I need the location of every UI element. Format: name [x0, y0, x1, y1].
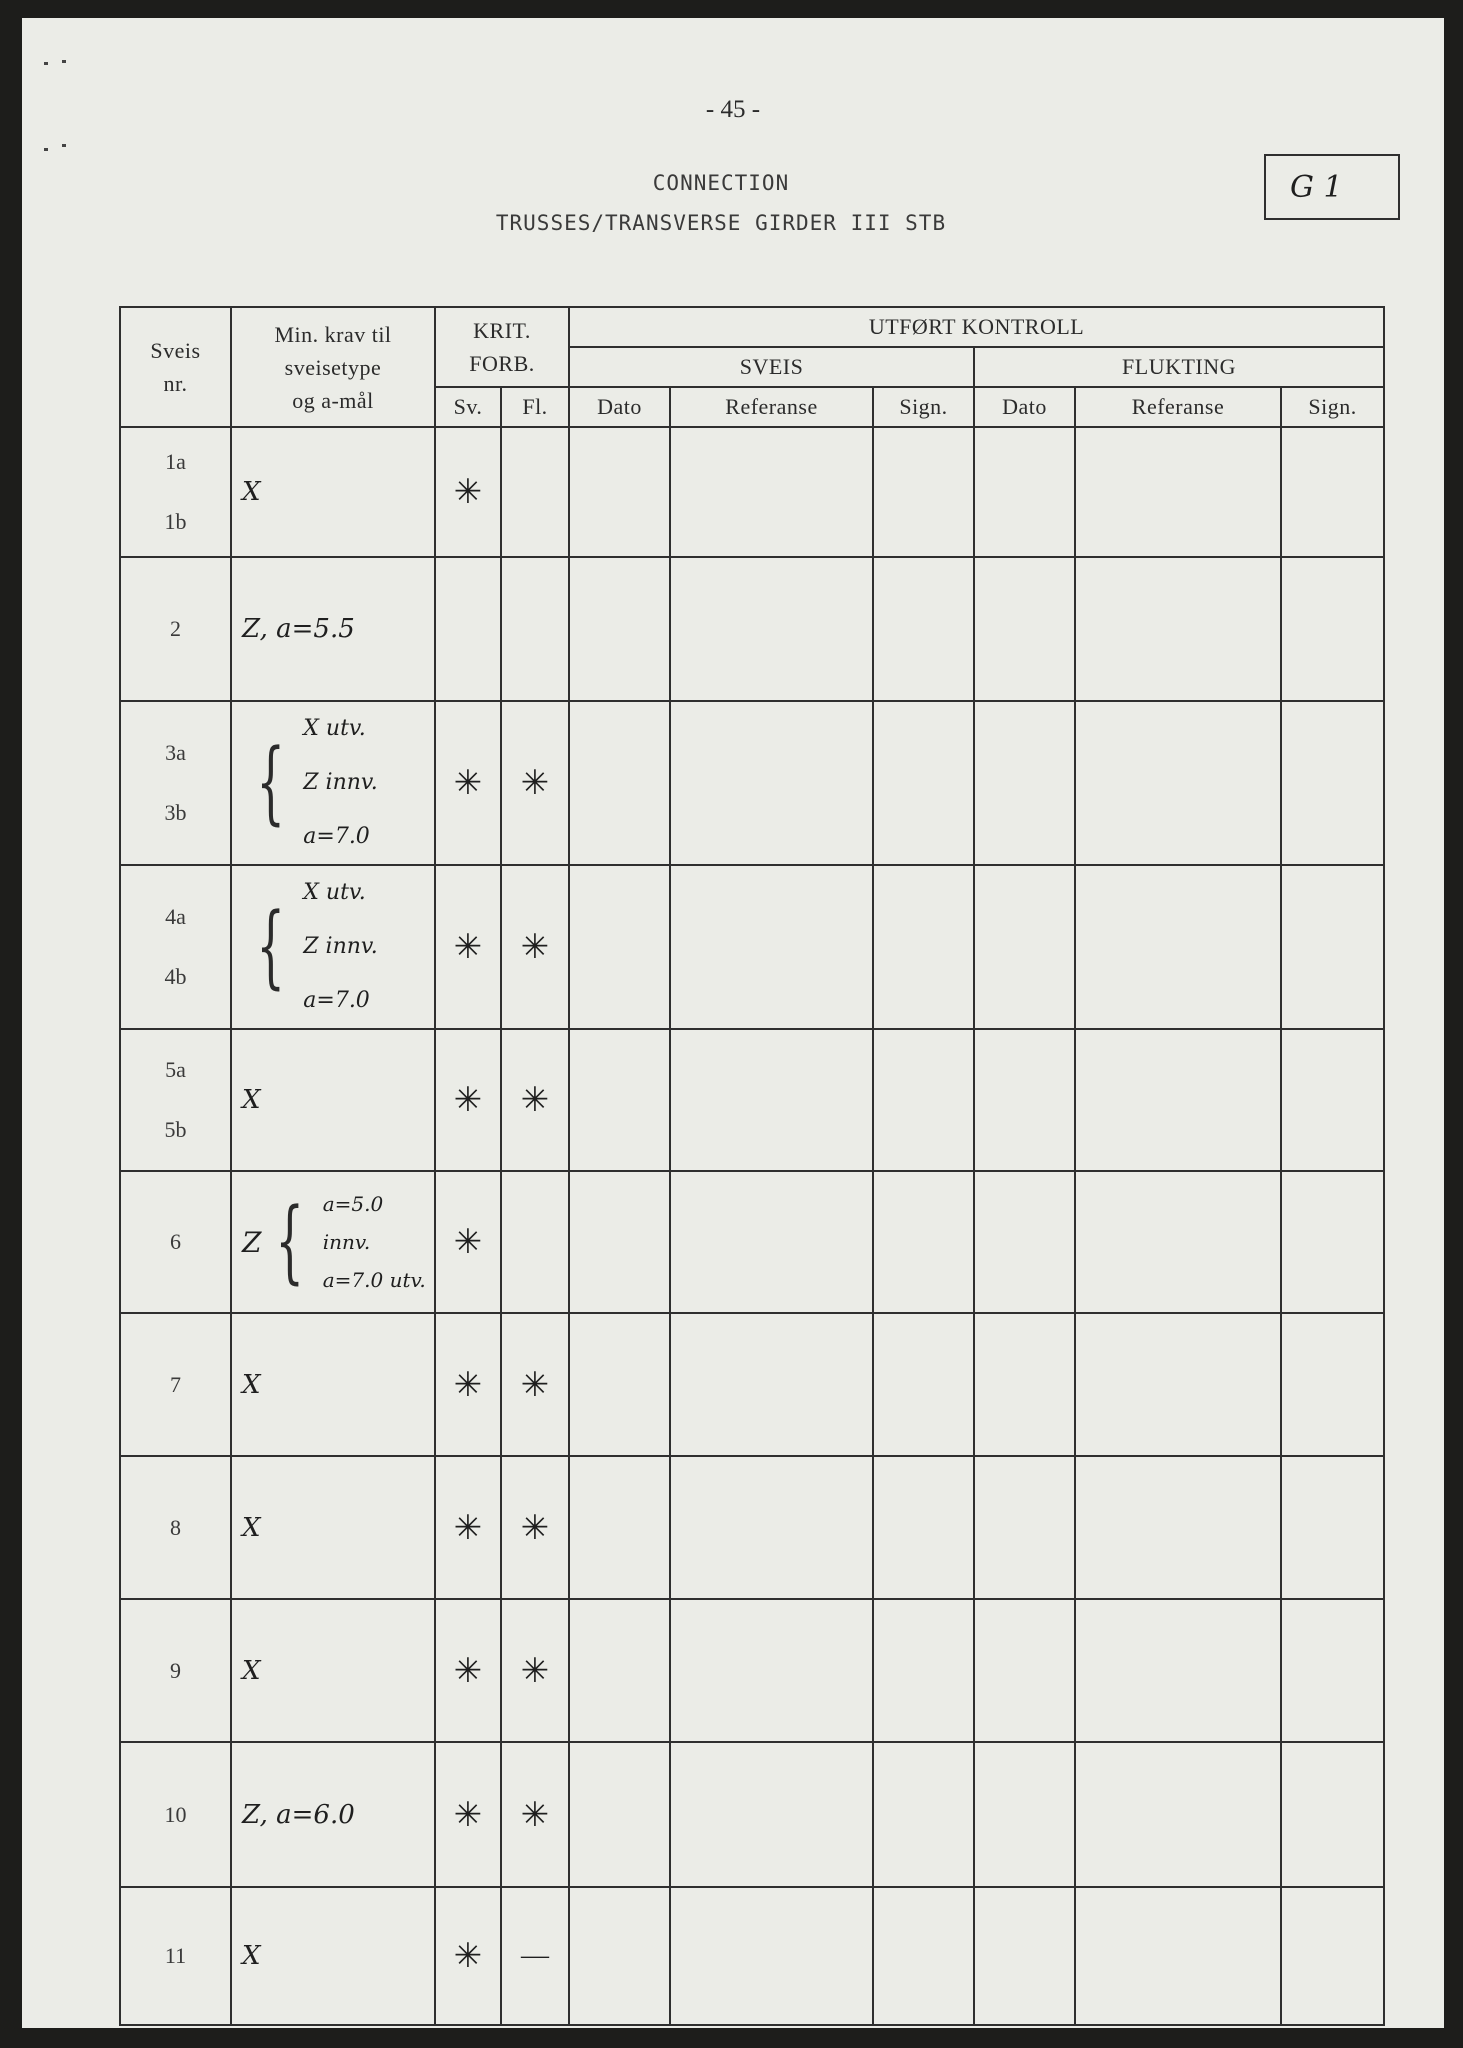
sveis-referanse-cell[interactable] [670, 1313, 873, 1456]
header-row-1 [120, 307, 1384, 347]
table-row [120, 427, 1384, 557]
weld-requirement-cell: X [231, 1313, 435, 1456]
header-flukting: FLUKTING [974, 347, 1384, 387]
table-row [120, 865, 1384, 1029]
punch-mark [62, 144, 66, 147]
weld-requirement-cell: { X utv. Z innv. a=7.0 [231, 865, 435, 1029]
krit-sv-cell: ✳ [435, 1742, 501, 1887]
sveis-dato-cell[interactable] [569, 701, 670, 865]
weld-requirement-cell: X [231, 1887, 435, 2025]
sveis-sign-cell[interactable] [873, 865, 974, 1029]
sveis-referanse-cell[interactable] [670, 557, 873, 701]
krit-sv-cell: ✳ [435, 427, 501, 557]
table-row [120, 557, 1384, 701]
flukting-sign-cell[interactable] [1281, 1742, 1384, 1887]
header-min-krav: Min. krav til sveisetype og a-mål [231, 307, 435, 427]
weld-number-cell: 10 [120, 1742, 231, 1887]
weld-number-cell: 3a 3b [120, 701, 231, 865]
sveis-dato-cell[interactable] [569, 1599, 670, 1742]
sveis-dato-cell[interactable] [569, 1456, 670, 1599]
weld-number-cell: 6 [120, 1171, 231, 1313]
sveis-sign-cell[interactable] [873, 1456, 974, 1599]
sveis-referanse-cell[interactable] [670, 427, 873, 557]
punch-mark [44, 148, 48, 151]
flukting-dato-cell[interactable] [974, 1029, 1075, 1171]
weld-requirement-cell: { X utv. Z innv. a=7.0 [231, 701, 435, 865]
weld-number-cell: 1a 1b [120, 427, 231, 557]
table-row [120, 701, 1384, 865]
flukting-referanse-cell[interactable] [1075, 1313, 1281, 1456]
sveis-sign-cell[interactable] [873, 1313, 974, 1456]
flukting-dato-cell[interactable] [974, 427, 1075, 557]
flukting-referanse-cell[interactable] [1075, 1029, 1281, 1171]
krit-sv-cell: ✳ [435, 1599, 501, 1742]
krit-sv-cell: ✳ [435, 701, 501, 865]
sveis-referanse-cell[interactable] [670, 1029, 873, 1171]
flukting-sign-cell[interactable] [1281, 1456, 1384, 1599]
header-krit-forb: KRIT. FORB. [435, 307, 569, 387]
sveis-sign-cell[interactable] [873, 427, 974, 557]
krit-fl-cell: ✳ [501, 701, 569, 865]
krit-fl-cell: ✳ [501, 1599, 569, 1742]
flukting-dato-cell[interactable] [974, 865, 1075, 1029]
weld-requirement-cell: X [231, 1029, 435, 1171]
table-row [120, 1599, 1384, 1742]
weld-number-cell: 9 [120, 1599, 231, 1742]
sveis-dato-cell[interactable] [569, 1171, 670, 1313]
weld-number-cell: 4a 4b [120, 865, 231, 1029]
flukting-sign-cell[interactable] [1281, 557, 1384, 701]
flukting-dato-cell[interactable] [974, 1313, 1075, 1456]
krit-sv-cell: ✳ [435, 1887, 501, 2025]
table-row [120, 1313, 1384, 1456]
header-fl: Fl. [501, 387, 569, 427]
flukting-sign-cell[interactable] [1281, 1171, 1384, 1313]
flukting-referanse-cell[interactable] [1075, 427, 1281, 557]
flukting-referanse-cell[interactable] [1075, 1887, 1281, 2025]
weld-requirement-cell: Z { a=5.0 innv. a=7.0 utv. [231, 1171, 435, 1313]
table-row [120, 1456, 1384, 1599]
header-sveis-nr: Sveis nr. [120, 307, 231, 427]
sveis-sign-cell[interactable] [873, 1742, 974, 1887]
header-flukting-dato: Dato [974, 387, 1075, 427]
document-title-line1: CONNECTION [652, 171, 790, 195]
krit-fl-cell [501, 557, 569, 701]
table-row [120, 1171, 1384, 1313]
krit-fl-cell: ✳ [501, 1313, 569, 1456]
flukting-dato-cell[interactable] [974, 1171, 1075, 1313]
flukting-dato-cell[interactable] [974, 1887, 1075, 2025]
sveis-dato-cell[interactable] [569, 557, 670, 701]
weld-number-cell: 7 [120, 1313, 231, 1456]
flukting-sign-cell[interactable] [1281, 1599, 1384, 1742]
krit-fl-cell: ✳ [501, 1742, 569, 1887]
page-number: - 45 - [705, 96, 761, 123]
krit-sv-cell: ✳ [435, 1029, 501, 1171]
krit-fl-cell [501, 1171, 569, 1313]
brace-mark: { [275, 1189, 305, 1294]
flukting-dato-cell[interactable] [974, 1456, 1075, 1599]
weld-inspection-table [119, 306, 1385, 2026]
krit-fl-cell [501, 427, 569, 557]
sveis-dato-cell[interactable] [569, 1887, 670, 2025]
flukting-dato-cell[interactable] [974, 557, 1075, 701]
table-row [120, 1029, 1384, 1171]
sveis-referanse-cell[interactable] [670, 1599, 873, 1742]
flukting-referanse-cell[interactable] [1075, 1171, 1281, 1313]
weld-number-cell: 11 [120, 1887, 231, 2025]
flukting-dato-cell[interactable] [974, 1742, 1075, 1887]
flukting-dato-cell[interactable] [974, 1599, 1075, 1742]
flukting-referanse-cell[interactable] [1075, 865, 1281, 1029]
sveis-sign-cell[interactable] [873, 1887, 974, 2025]
sveis-sign-cell[interactable] [873, 557, 974, 701]
flukting-sign-cell[interactable] [1281, 427, 1384, 557]
header-utfort-kontroll: UTFØRT KONTROLL [569, 307, 1384, 347]
header-sveis-referanse: Referanse [670, 387, 873, 427]
sveis-sign-cell[interactable] [873, 1599, 974, 1742]
sveis-sign-cell[interactable] [873, 1171, 974, 1313]
krit-sv-cell: ✳ [435, 1456, 501, 1599]
reference-box: G 1 [1264, 154, 1400, 220]
flukting-referanse-cell[interactable] [1075, 701, 1281, 865]
flukting-sign-cell[interactable] [1281, 1029, 1384, 1171]
sveis-referanse-cell[interactable] [670, 1742, 873, 1887]
krit-sv-cell: ✳ [435, 865, 501, 1029]
krit-fl-cell: — [501, 1887, 569, 2025]
krit-fl-cell: ✳ [501, 865, 569, 1029]
sveis-dato-cell[interactable] [569, 1313, 670, 1456]
table-row [120, 1742, 1384, 1887]
flukting-sign-cell[interactable] [1281, 1887, 1384, 2025]
header-sv: Sv. [435, 387, 501, 427]
sveis-sign-cell[interactable] [873, 701, 974, 865]
weld-requirement-cell: Z, a=5.5 [231, 557, 435, 701]
brace-mark: { [256, 894, 285, 999]
flukting-referanse-cell[interactable] [1075, 1456, 1281, 1599]
sveis-dato-cell[interactable] [569, 427, 670, 557]
header-flukting-sign: Sign. [1281, 387, 1384, 427]
sveis-referanse-cell[interactable] [670, 865, 873, 1029]
flukting-dato-cell[interactable] [974, 701, 1075, 865]
weld-requirement-cell: X [231, 427, 435, 557]
krit-sv-cell: ✳ [435, 1313, 501, 1456]
sveis-dato-cell[interactable] [569, 865, 670, 1029]
weld-requirement-cell: Z, a=6.0 [231, 1742, 435, 1887]
header-sveis-dato: Dato [569, 387, 670, 427]
flukting-sign-cell[interactable] [1281, 1313, 1384, 1456]
krit-fl-cell: ✳ [501, 1029, 569, 1171]
flukting-referanse-cell[interactable] [1075, 1599, 1281, 1742]
weld-requirement-cell: X [231, 1599, 435, 1742]
krit-sv-cell [435, 557, 501, 701]
sveis-referanse-cell[interactable] [670, 1456, 873, 1599]
flukting-sign-cell[interactable] [1281, 701, 1384, 865]
sveis-referanse-cell[interactable] [670, 701, 873, 865]
krit-fl-cell: ✳ [501, 1456, 569, 1599]
punch-mark [44, 62, 48, 65]
document-title-line2: TRUSSES/TRANSVERSE GIRDER III STB [495, 211, 947, 235]
sveis-sign-cell[interactable] [873, 1029, 974, 1171]
sveis-dato-cell[interactable] [569, 1742, 670, 1887]
weld-number-cell: 2 [120, 557, 231, 701]
table-row [120, 1887, 1384, 2025]
flukting-sign-cell[interactable] [1281, 865, 1384, 1029]
krit-sv-cell: ✳ [435, 1171, 501, 1313]
weld-number-cell: 5a 5b [120, 1029, 231, 1171]
sveis-referanse-cell[interactable] [670, 1887, 873, 2025]
sveis-referanse-cell[interactable] [670, 1171, 873, 1313]
flukting-referanse-cell[interactable] [1075, 557, 1281, 701]
sveis-dato-cell[interactable] [569, 1029, 670, 1171]
brace-mark: { [256, 730, 285, 835]
weld-number-cell: 8 [120, 1456, 231, 1599]
header-flukting-referanse: Referanse [1075, 387, 1281, 427]
punch-mark [62, 60, 66, 63]
flukting-referanse-cell[interactable] [1075, 1742, 1281, 1887]
weld-requirement-cell: X [231, 1456, 435, 1599]
header-sveis: SVEIS [569, 347, 974, 387]
header-sveis-sign: Sign. [873, 387, 974, 427]
